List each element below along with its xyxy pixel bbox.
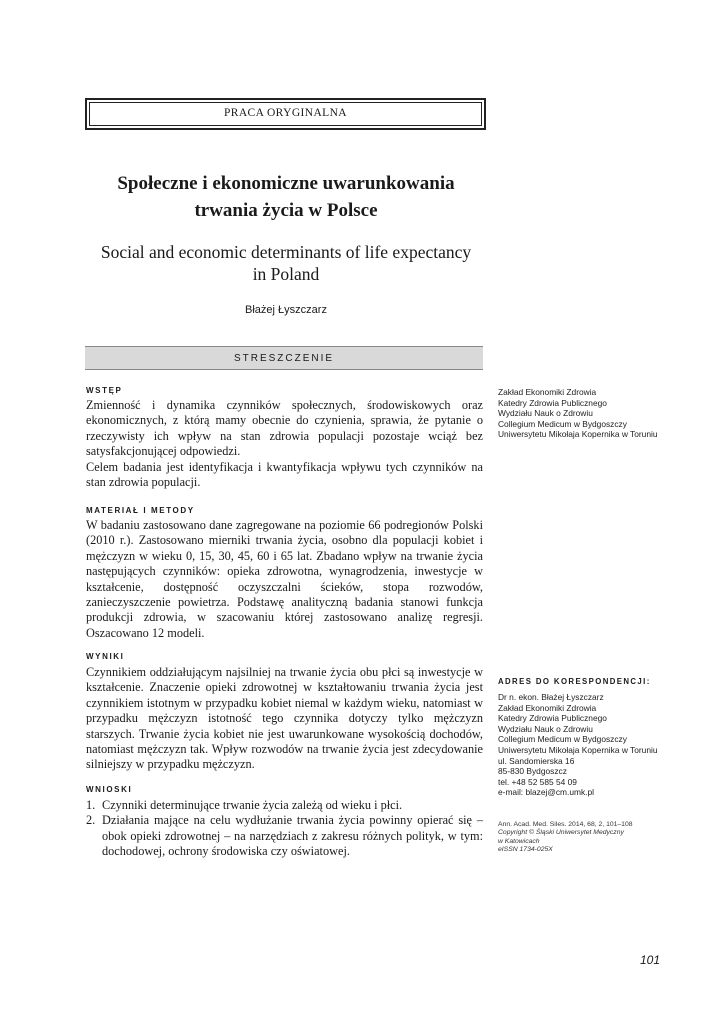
title-polish [86,170,486,224]
affiliation-line: Collegium Medicum w Bydgoszczy [498,418,627,429]
wstep-paragraph-1: Zmienność i dynamika czynników społecznych, środowiskowych oraz ekonomicznych, z którą mamy obecnie do czynienia, sprawia, że pytanie o rzeczywisty ich wpływ na stan zdrowia populacji pozostaje wciąż bez satysfakcjonującej odpowiedzi. [86,398,483,459]
correspondence-line: 85-830 Bydgoszcz [498,766,567,777]
section-heading-wyniki: WYNIKI [86,652,125,661]
author-name: Błażej Łyszczarz [245,304,327,316]
material-paragraph-1: W badaniu zastosowano dane zagregowane na poziomie 66 podregionów Polski (2010 r.). Zastosowano mierniki trwania życia, osobno dla populacji kobiet i mężczyzn w wieku 0, 15, 30, 45, 60 i 65 lat. Zbadano wpływ na trwanie życia następujących czynników: opieka zdrowotna, wynagrodzenia, inwestycje w kształcenie, dostępność oczyszczalni ścieków, stopa rozwodów, zanieczyszczenie powietrza. Podstawę analityczną badania stanowi funkcja produkcji zdrowia, w szacowaniu której zastosowano analizę regresji. Oszacowano 12 modeli. [86,518,483,640]
section-heading-material: MATERIAŁ I METODY [86,506,195,515]
correspondence-line: Zakład Ekonomiki Zdrowia [498,702,597,713]
list-item [86,813,483,859]
wnioski-list [86,798,483,860]
list-item-number: 2. [86,813,96,828]
correspondence-line: tel. +48 52 585 54 09 [498,776,577,787]
title-english-line2: in Poland [252,264,320,284]
copyright-line2: w Katowicach [498,837,540,845]
correspondence-line: Uniwersytetu Mikołaja Kopernika w Toruniu [498,744,658,755]
wstep-paragraph-2: Celem badania jest identyfikacja i kwantyfikacja wpływu tych czynników na stan zdrowia populacji. [86,459,483,490]
section-heading-wstep: WSTĘP [86,386,123,395]
list-item-number: 1. [86,798,96,812]
correspondence-line: Katedry Zdrowia Publicznego [498,713,607,724]
affiliation-line: Wydziału Nauk o Zdrowiu [498,408,593,419]
section-body-wstep [86,398,483,490]
correspondence-line: Dr n. ekon. Błażej Łyszczarz [498,692,604,702]
section-body-wyniki [86,665,483,773]
list-item-text: Działania mające na celu wydłużanie trwania życia powinny opierać się – obok opieki zdrowotnej – na narzędziach z zakresu różnych polityk, w tym: dochodowej, ochrony środowiska czy oświatowej. [102,813,483,859]
list-item-text: Czynniki determinujące trwanie życia zależą od wieku i płci. [102,798,403,812]
correspondence-line: ul. Sandomierska 16 [498,755,575,766]
page-number: 101 [639,953,660,967]
title-polish-line2: trwania życia w Polsce [194,200,378,221]
correspondence-heading: ADRES DO KORESPONDENCJI: [498,677,651,686]
article-type-box [85,98,486,130]
section-body-material [86,518,483,641]
correspondence-line: Collegium Medicum w Bydgoszczy [498,734,627,745]
correspondence-line: Wydziału Nauk o Zdrowiu [498,723,593,734]
citation: Ann. Acad. Med. Siles. 2014, 68, 2, 101–108 [498,821,633,828]
title-english [86,241,486,285]
affiliation-line: Katedry Zdrowia Publicznego [498,397,607,408]
list-item [86,798,483,813]
title-english-line1: Social and economic determinants of life expectancy [100,242,472,262]
article-type-label: PRACA ORYGINALNA [223,107,347,119]
abstract-label: STRESZCZENIE [233,352,335,364]
title-polish-line1: Społeczne i ekonomiczne uwarunkowania [117,173,455,194]
copyright-line1: Copyright © Śląski Uniwersytet Medyczny [498,829,624,837]
abstract-band [85,346,483,370]
affiliation-block [498,387,698,440]
publication-info [498,821,698,855]
wyniki-paragraph-1: Czynnikiem oddziałującym najsilniej na trwanie życia obu płci są inwestycje w kształcenie. Znaczenie opieki zdrowotnej w kształtowaniu trwania życia jest czynnikiem istotnym w przypadku kobiet niemal w każdym wieku, natomiast w przypadku mężczyzn istotność tego czynnika dotyczy tylko mężczyzn starszych. Trwanie życia kobiet nie jest uwarunkowane wysokością dochodów, natomiast mężczyzn tak. Wpływ rozwodów na trwanie życia jest zdecydowanie silniejszy w przypadku mężczyzn. [86,665,483,772]
affiliation-line: Uniwersytetu Mikołaja Kopernika w Toruniu [498,429,658,440]
eissn: eISSN 1734-025X [498,846,553,854]
correspondence-block [498,692,698,798]
section-heading-wnioski: WNIOSKI [86,785,133,794]
affiliation-line: Zakład Ekonomiki Zdrowia [498,387,597,397]
correspondence-email[interactable]: e-mail: blazej@cm.umk.pl [498,787,594,798]
